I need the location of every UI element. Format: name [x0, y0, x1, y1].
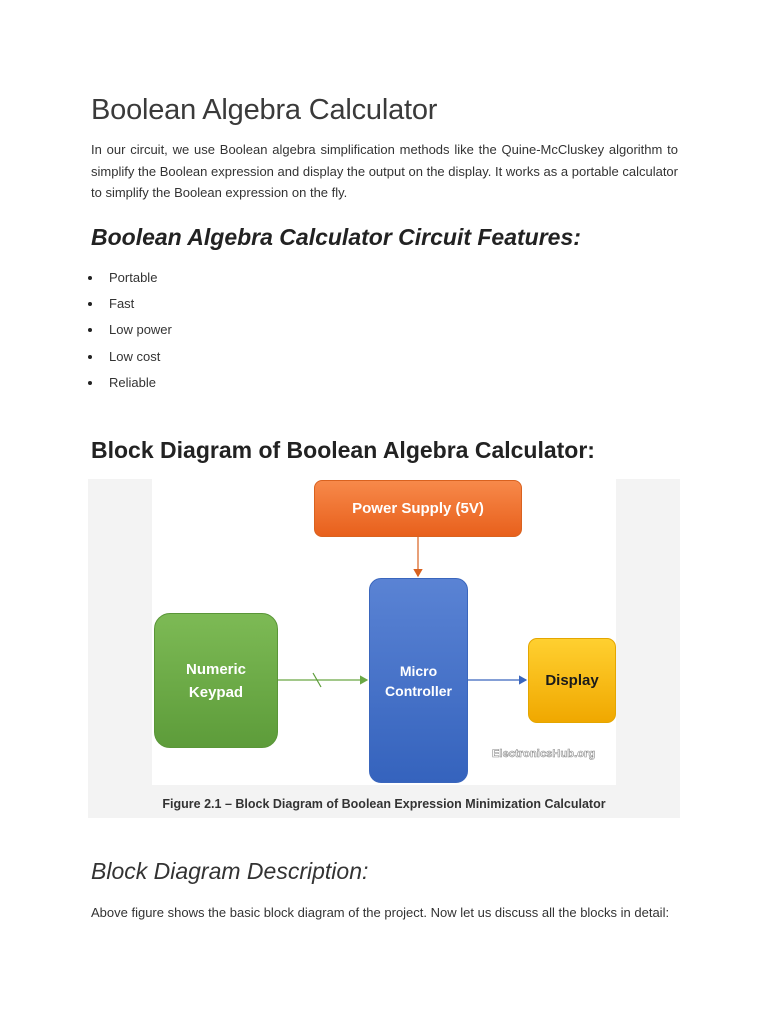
block-diagram-heading: Block Diagram of Boolean Algebra Calculator:: [91, 437, 595, 463]
description-heading: Block Diagram Description:: [91, 858, 369, 884]
description-paragraph: Above figure shows the basic block diagram of the project. Now let us discuss all the blocks in detail:: [91, 905, 670, 920]
numeric-keypad-block: [154, 613, 278, 748]
feature-item: [91, 266, 172, 292]
figure-caption: Figure 2.1 – Block Diagram of Boolean Expression Minimization Calculator: [162, 797, 606, 811]
micro-label-line1: Micro: [399, 662, 438, 679]
bullet-icon: [88, 328, 92, 332]
bullet-icon: [88, 381, 92, 385]
feature-list: [91, 266, 172, 397]
figure-block-diagram: [88, 479, 680, 818]
bullet-icon: [88, 355, 92, 359]
feature-item: [91, 345, 172, 371]
feature-label: Low power: [109, 322, 172, 338]
feature-label: Fast: [109, 296, 135, 312]
keypad-label-line2: Keypad: [188, 683, 244, 701]
feature-item: [91, 292, 172, 318]
micro-label-line2: Controller: [385, 682, 452, 699]
display-label: Display: [545, 672, 599, 689]
feature-item: [91, 371, 172, 397]
bullet-icon: [88, 302, 92, 306]
page-title: Boolean Algebra Calculator: [91, 94, 438, 126]
feature-label: Reliable: [109, 374, 156, 390]
bullet-icon: [88, 276, 92, 280]
feature-label: Low cost: [109, 348, 161, 364]
feature-label: Portable: [109, 270, 158, 285]
watermark-text: ElectronicsHub.org: [492, 748, 596, 760]
power-supply-label: Power Supply (5V): [352, 500, 484, 517]
intro-paragraph: In our circuit, we use Boolean algebra simplification methods like the Quine-McCluskey algorithm to simplify the Boolean expression and display the output on the display. It works as a portable calculator to simplify the Boolean expression on the fly.: [91, 142, 678, 200]
keypad-label-line1: Numeric: [185, 660, 247, 678]
microcontroller-block: [369, 578, 468, 783]
display-block: [528, 638, 616, 723]
block-diagram: [152, 479, 616, 785]
power-supply-block: [314, 480, 522, 537]
feature-item: [91, 318, 172, 344]
features-heading: Boolean Algebra Calculator Circuit Features:: [91, 224, 581, 250]
